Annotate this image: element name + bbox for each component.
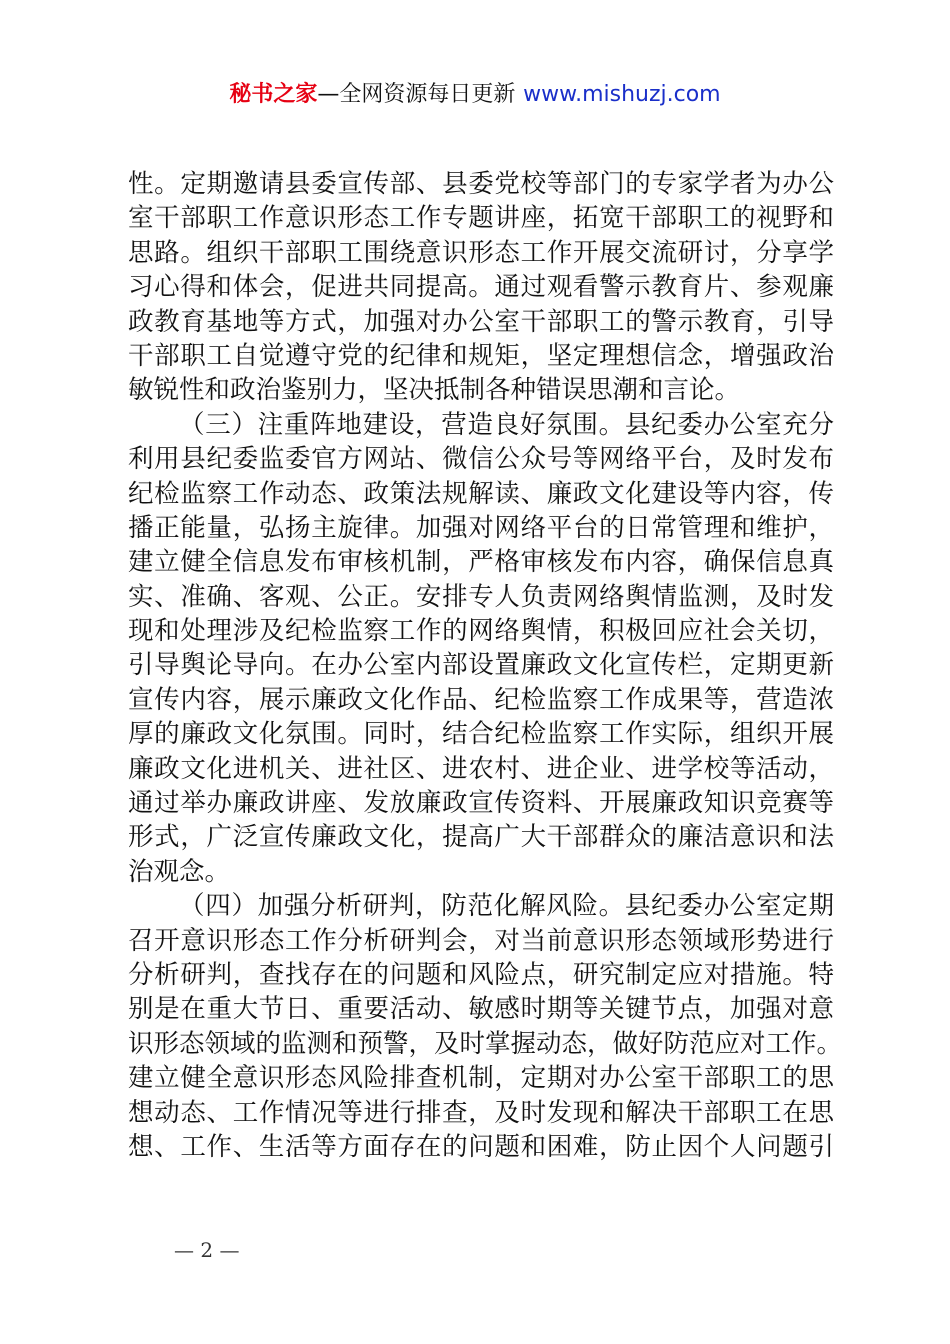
text-line: 通过举办廉政讲座、发放廉政宣传资料、开展廉政知识竞赛等 [128, 788, 834, 819]
text-line: 政教育基地等方式，加强对办公室干部职工的警示教育，引导 [128, 306, 834, 337]
text-line: 识形态领域的监测和预警，及时掌握动态，做好防范应对工作。 [128, 1028, 843, 1059]
text-line: 习心得和体会，促进共同提高。通过观看警示教育片、参观廉 [128, 272, 834, 303]
text-line: 建立健全信息发布审核机制，严格审核发布内容，确保信息真 [128, 547, 834, 578]
text-line: 厚的廉政文化氛围。同时，结合纪检监察工作实际，组织开展 [128, 719, 834, 750]
text-line: 利用县纪委监委官方网站、微信公众号等网络平台，及时发布 [128, 444, 834, 475]
text-line: 纪检监察工作动态、政策法规解读、廉政文化建设等内容，传 [128, 478, 834, 509]
text-line: 实、准确、客观、公正。安排专人负责网络舆情监测，及时发 [128, 581, 834, 612]
text-line: 治观念。 [128, 856, 231, 887]
site-url: www.mishuzj.com [523, 82, 721, 107]
text-line: 室干部职工作意识形态工作专题讲座，拓宽干部职工的视野和 [128, 203, 834, 234]
page-number: — 2 — [174, 1238, 240, 1262]
text-line: 想、工作、生活等方面存在的问题和困难，防止因个人问题引 [128, 1131, 834, 1162]
text-line: 别是在重大节日、重要活动、敏感时期等关键节点，加强对意 [128, 994, 834, 1025]
text-line: 形式，广泛宣传廉政文化，提高广大干部群众的廉洁意识和法 [128, 822, 834, 853]
text-line: 想动态、工作情况等进行排查，及时发现和解决干部职工在思 [128, 1097, 834, 1128]
text-line: 播正能量，弘扬主旋律。加强对网络平台的日常管理和维护， [128, 512, 834, 543]
text-line: 宣传内容，展示廉政文化作品、纪检监察工作成果等，营造浓 [128, 684, 834, 715]
paragraph-heading-line: （三）注重阵地建设，营造良好氛围。县纪委办公室充分 [179, 409, 834, 440]
text-line: 性。定期邀请县委宣传部、县委党校等部门的专家学者为办公 [128, 169, 834, 199]
text-line: 分析研判，查找存在的问题和风险点，研究制定应对措施。特 [128, 959, 834, 990]
paragraph-heading-line: （四）加强分析研判，防范化解风险。县纪委办公室定期 [179, 891, 834, 922]
site-banner [0, 80, 950, 110]
text-line: 廉政文化进机关、进社区、进农村、进企业、进学校等活动， [128, 753, 834, 784]
document-body [128, 167, 843, 1164]
text-line: 引导舆论导向。在办公室内部设置廉政文化宣传栏，定期更新 [128, 650, 834, 681]
text-line: 召开意识形态工作分析研判会，对当前意识形态领域形势进行 [128, 925, 834, 956]
text-line: 现和处理涉及纪检监察工作的网络舆情，积极回应社会关切， [128, 616, 834, 647]
text-line: 敏锐性和政治鉴别力，坚决抵制各种错误思潮和言论。 [128, 375, 741, 406]
text-line: 思路。组织干部职工围绕意识形态工作开展交流研讨，分享学 [128, 237, 834, 268]
brand-slogan: —全网资源每日更新 [317, 82, 516, 107]
text-line: 建立健全意识形态风险排查机制，定期对办公室干部职工的思 [128, 1063, 834, 1094]
brand-name: 秘书之家 [229, 82, 318, 107]
text-line: 干部职工自觉遵守党的纪律和规矩，坚定理想信念，增强政治 [128, 340, 834, 371]
